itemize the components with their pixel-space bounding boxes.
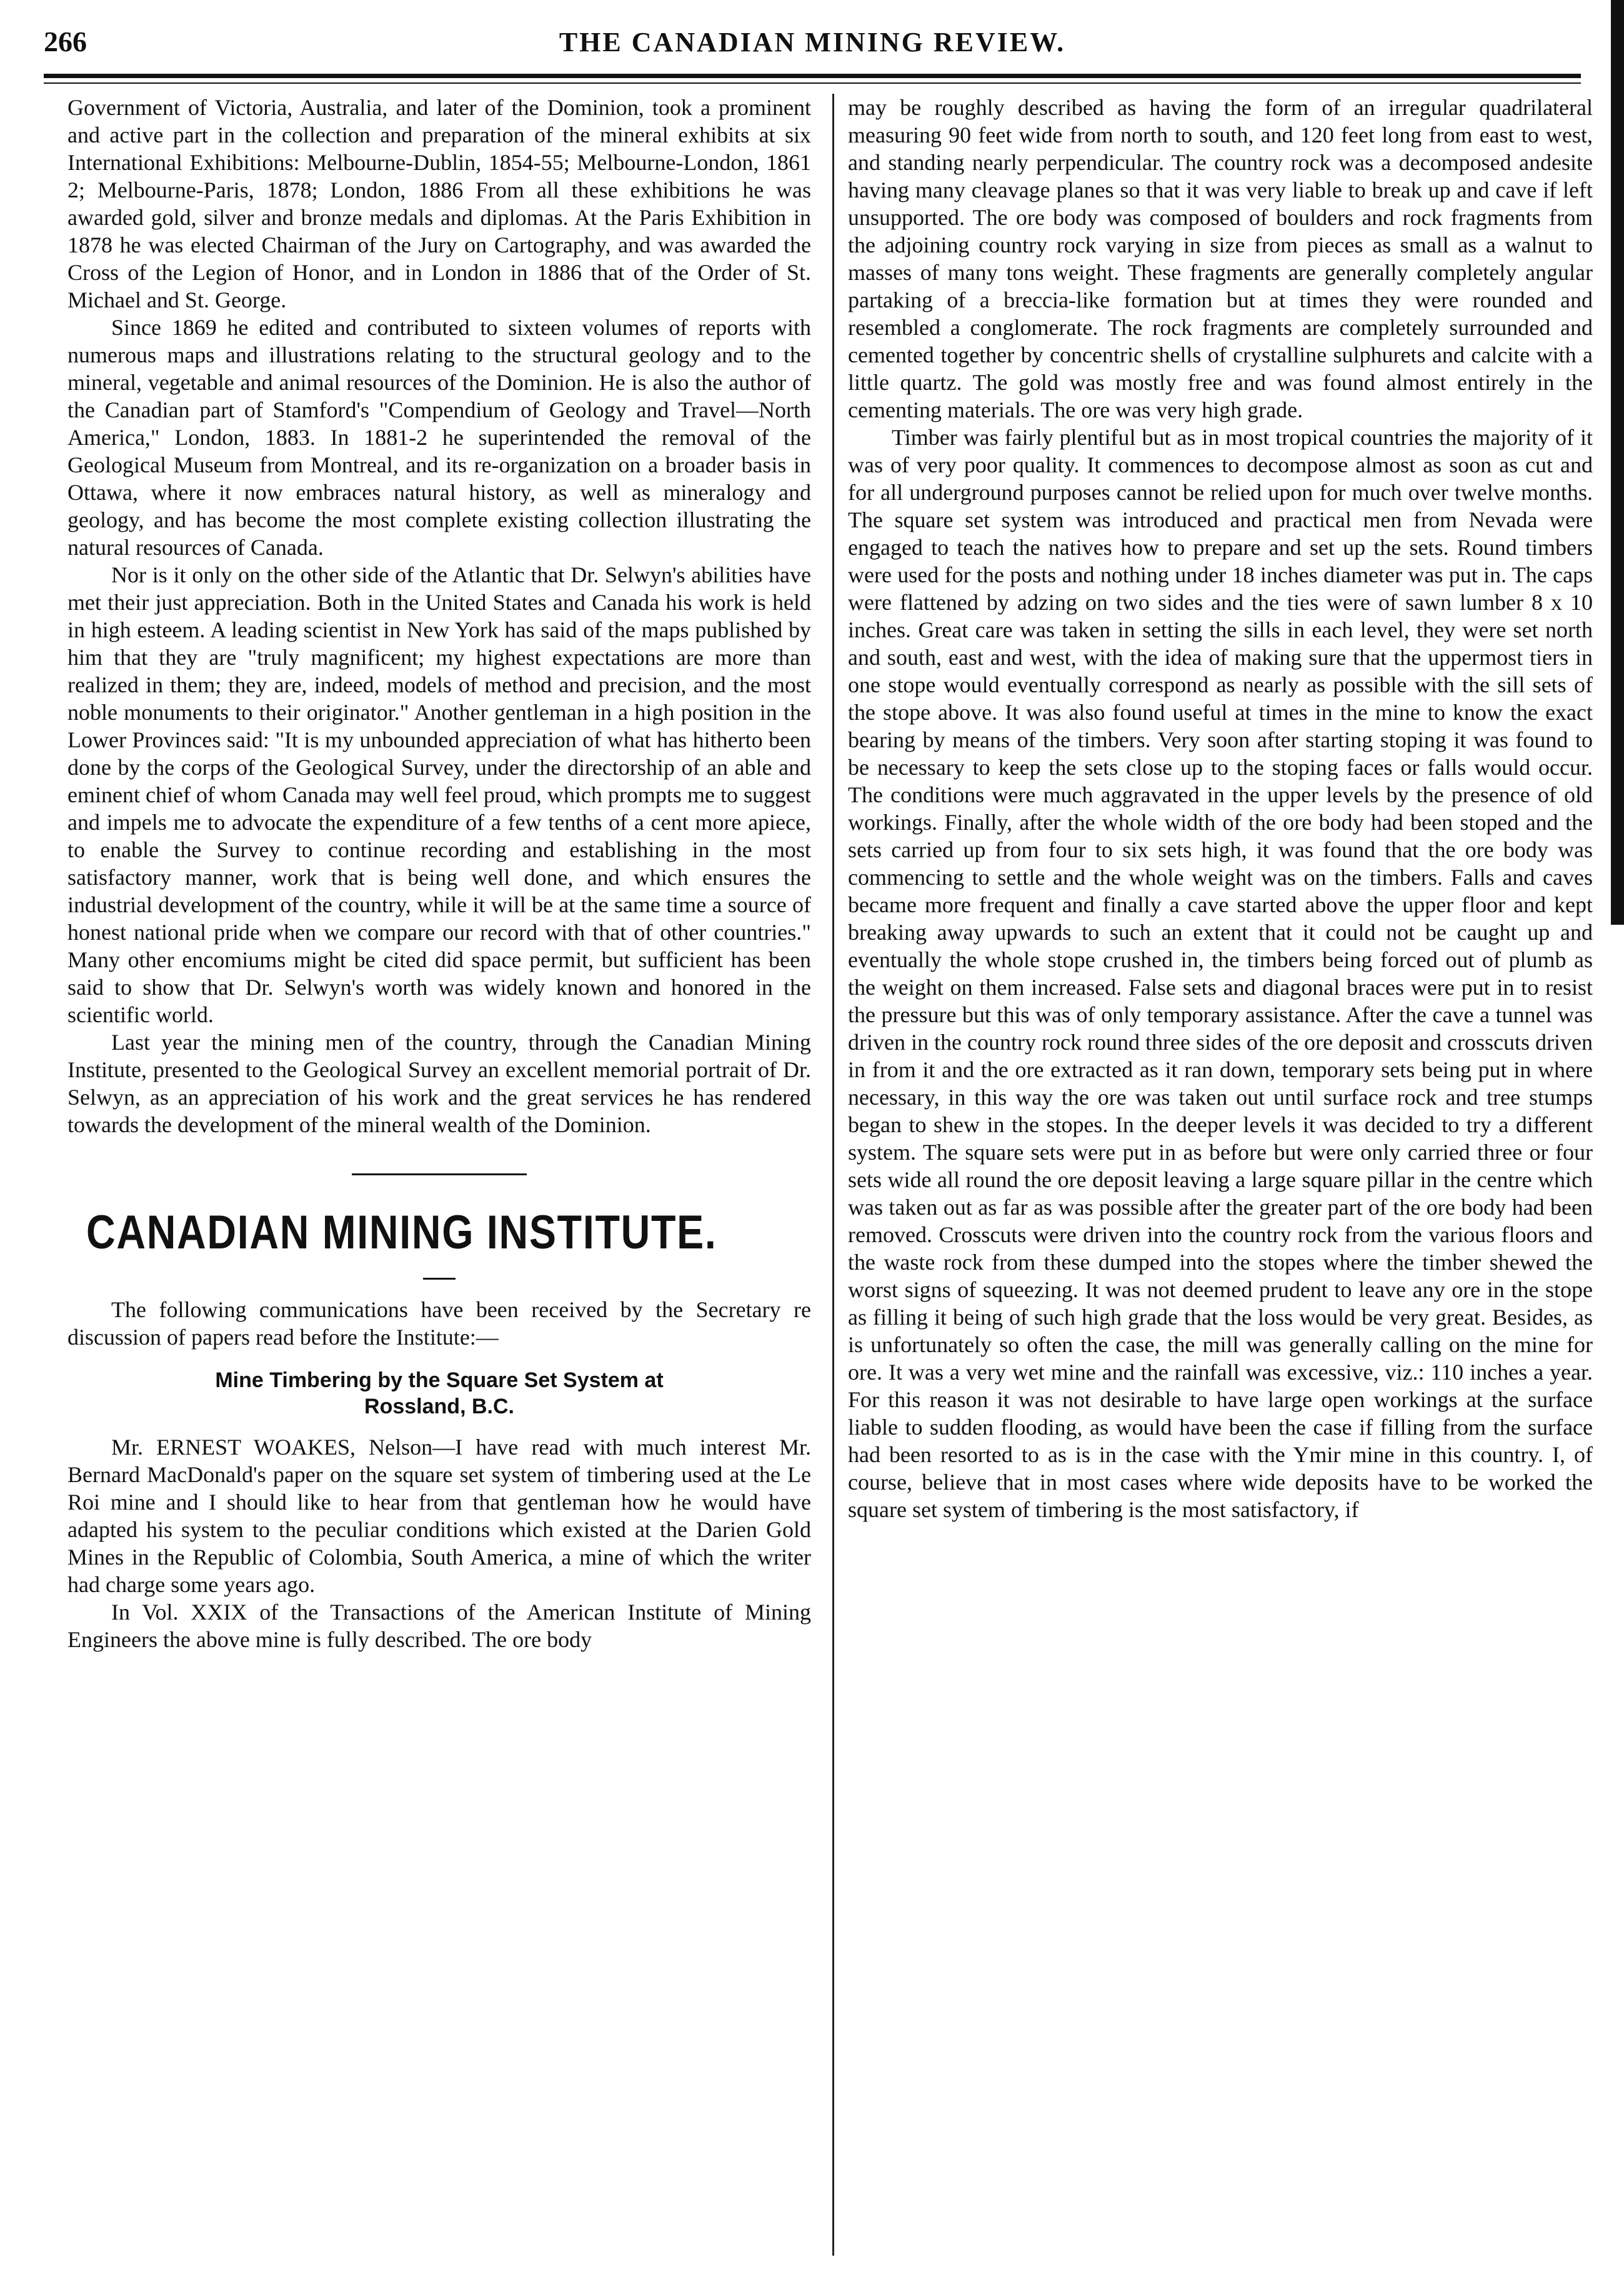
paper-title-line: Mine Timbering by the Square Set System at xyxy=(215,1368,664,1392)
letter-paragraph: In Vol. XXIX of the Transactions of the American Institute of Mining Engineers the above mine is fully described. The ore body xyxy=(67,1600,811,1652)
paper-title xyxy=(92,1367,786,1420)
article-paragraph: Government of Victoria, Australia, and later of the Dominion, took a prominent and active part in the collection and preparation of the mineral exhibits at six International Exhibitions: Melbourne-Dublin, 1854-55; Melbourne-London, 1861 2; Melbourne-Paris, 1878; London, 1886 From all these exhibitions he was awarded gold, silver and bronze medals and diplomas. At the Paris Exhibition in 1878 he was elected Chairman of the Jury on Cartography, and was awarded the Cross of the Legion of Honor, and in London in 1886 that of the Order of St. Michael and St. George. xyxy=(67,95,811,312)
page-edge-shadow xyxy=(1611,0,1624,925)
heading-underline xyxy=(423,1278,456,1280)
article-paragraph: Last year the mining men of the country, through the Canadian Mining Institute, presented to the Geological Survey an excellent memorial portrait of Dr. Selwyn, as an appreciation of his work and the great services he has rendered towards the development of the mineral wealth of the Dominion. xyxy=(67,1030,811,1137)
letter-paragraph: Mr. ERNEST WOAKES, Nelson—I have read with much interest Mr. Bernard MacDonald's paper on the square set system of timbering used at the Le Roi mine and I should like to hear from that gentleman how he would have adapted his system to the peculiar conditions which existed at the Darien Gold Mines in the Republic of Colombia, South America, a mine of which the writer had charge some years ago. xyxy=(67,1435,811,1597)
column-divider xyxy=(832,94,834,2256)
article-paragraph: Since 1869 he edited and contributed to sixteen volumes of reports with numerous maps and illustrations relating to the structural geology and to the mineral, vegetable and animal resources of the Dominion. He is also the author of the Canadian part of Stamford's "Compendium of Geology and Travel—North America," London, 1883. In 1881-2 he superintended the removal of the Geological Museum from Montreal, and its re-organization on a broader basis in Ottawa, where it now embraces natural history, as well as mineralogy and geology, and has become the most complete existing collection illustrating the natural resources of Canada. xyxy=(67,315,811,560)
section-separator-rule xyxy=(352,1173,527,1175)
article-paragraph: Nor is it only on the other side of the Atlantic that Dr. Selwyn's abilities have met their just appreciation. Both in the United States and Canada his work is held in high esteem. A leading scientist in New York has said of the maps published by him that they are "truly magnificent; my highest expectations are more than realized in them; they are, indeed, models of method and precision, and the most noble monuments to their originator." Another gentleman in a high position in the Lower Provinces said: "It is my unbounded appreciation of what has hitherto been done by the corps of the Geological Survey, under the directorship of an able and eminent chief of whom Canada may well feel proud, which prompts me to suggest and impels me to advocate the expenditure of a few tenths of a cent more apiece, to enable the Survey to continue recording and establishing in the most satisfactory manner, work that is being well done, and which ensures the industrial development of the country, while it will be at the same time a source of honest national pride when we compare our record with that of other countries." Many other encomiums might be cited did space permit, but sufficient has been said to show that Dr. Selwyn's worth was widely known and honored in the scientific world. xyxy=(67,562,811,1027)
intro-paragraph: The following communications have been received by the Secretary re discussion of papers read before the Institute:— xyxy=(67,1297,811,1350)
header-rule-thin xyxy=(44,82,1581,84)
journal-title: THE CANADIAN MINING REVIEW. xyxy=(559,27,1066,57)
article-paragraph: may be roughly described as having the form of an irregular quadrilateral measuring 90 feet wide from north to south, and 120 feet long from east to west, and standing nearly perpendicular. The country rock was a decomposed andesite having many cleavage planes so that it was very liable to break up and cave if left unsupported. The ore body was composed of boulders and rock fragments from the adjoining country rock varying in size from pieces as small as a walnut to masses of many tons weight. These fragments are generally completely angular partaking of a breccia-like formation but at times they were rounded and resembled a conglomerate. The rock fragments are completely surrounded and cemented together by concentric shells of crystalline sulphurets and calcite with a little quartz. The gold was mostly free and was found almost entirely in the cementing materials. The ore was very high grade. xyxy=(848,95,1593,422)
page-number: 266 xyxy=(44,26,87,57)
page-header xyxy=(44,19,1581,69)
header-rule-thick xyxy=(44,74,1581,78)
right-column xyxy=(848,94,1593,1523)
left-column xyxy=(67,94,811,1653)
paper-title-line: Rossland, B.C. xyxy=(364,1395,514,1418)
article-paragraph: Timber was fairly plentiful but as in most tropical countries the majority of it was of very poor quality. It commences to decompose almost as soon as cut and for all underground purposes cannot be relied upon for much over twelve months. The square set system was introduced and practical men from Nevada were engaged to teach the natives how to prepare and set up the sets. Round timbers were used for the posts and nothing under 18 inches diameter was put in. The caps were flattened by adzing on two sides and the ties were of sawn lumber 8 x 10 inches. Great care was taken in setting the sills in each level, they were set north and south, east and west, with the idea of making sure that the uppermost tiers in one stope would eventually correspond as nearly as possible with the sill sets of the stope above. It was also found useful at times in the mine to know the exact bearing by means of the timbers. Very soon after starting stoping it was found to be necessary to keep the sets close up to the stoping faces or falls would occur. The conditions were much aggravated in the upper levels by the presence of old workings. Finally, after the whole width of the ore body had been stoped and the sets carried up from four to six sets high, it was found that the ore body was commencing to settle and the whole weight was on the timbers. Falls and caves became more frequent and finally a cave started above the upper floor and kept breaking away upwards to such an extent that it could not be caught up and eventually the whole stope crushed in, the timbers being forced out of plumb as the weight on them increased. False sets and diagonal braces were put in to resist the pressure but this was of only temporary assistance. After the cave a tunnel was driven in the country rock round three sides of the ore deposit and crosscuts driven in from it and the ore extracted as it ran down, temporary sets being put in where necessary, in this way the ore was taken out until surface rock and tree stumps began to shew in the stopes. In the deeper levels it was decided to try a different system. The square sets were put in as before but were only carried three or four sets wide all round the ore deposit leaving a large square pillar in the centre which was taken out as far as was possible after the greater part of the ore body had been removed. Crosscuts were driven into the country rock from the various floors and the waste rock from these dumped into the stopes where the timber shewed the worst signs of squeezing. It was not deemed prudent to leave any ore in the stope as filling it being of such high grade that the loss would be very great. Besides, as is unfortunately so often the case, the mill was generally calling on the mine for ore. It was a very wet mine and the rainfall was excessive, viz.: 110 inches a year. For this reason it was not desirable to have large open workings at the surface liable to sudden flooding, as would have been the case if filling from the surface had been resorted to as is in the case with the Ymir mine in this country. I, of course, believe that in most cases where wide deposits have to be worked the square set system of timbering is the most satisfactory, if xyxy=(848,425,1593,1522)
section-heading: CANADIAN MINING INSTITUTE. xyxy=(86,1206,717,1259)
